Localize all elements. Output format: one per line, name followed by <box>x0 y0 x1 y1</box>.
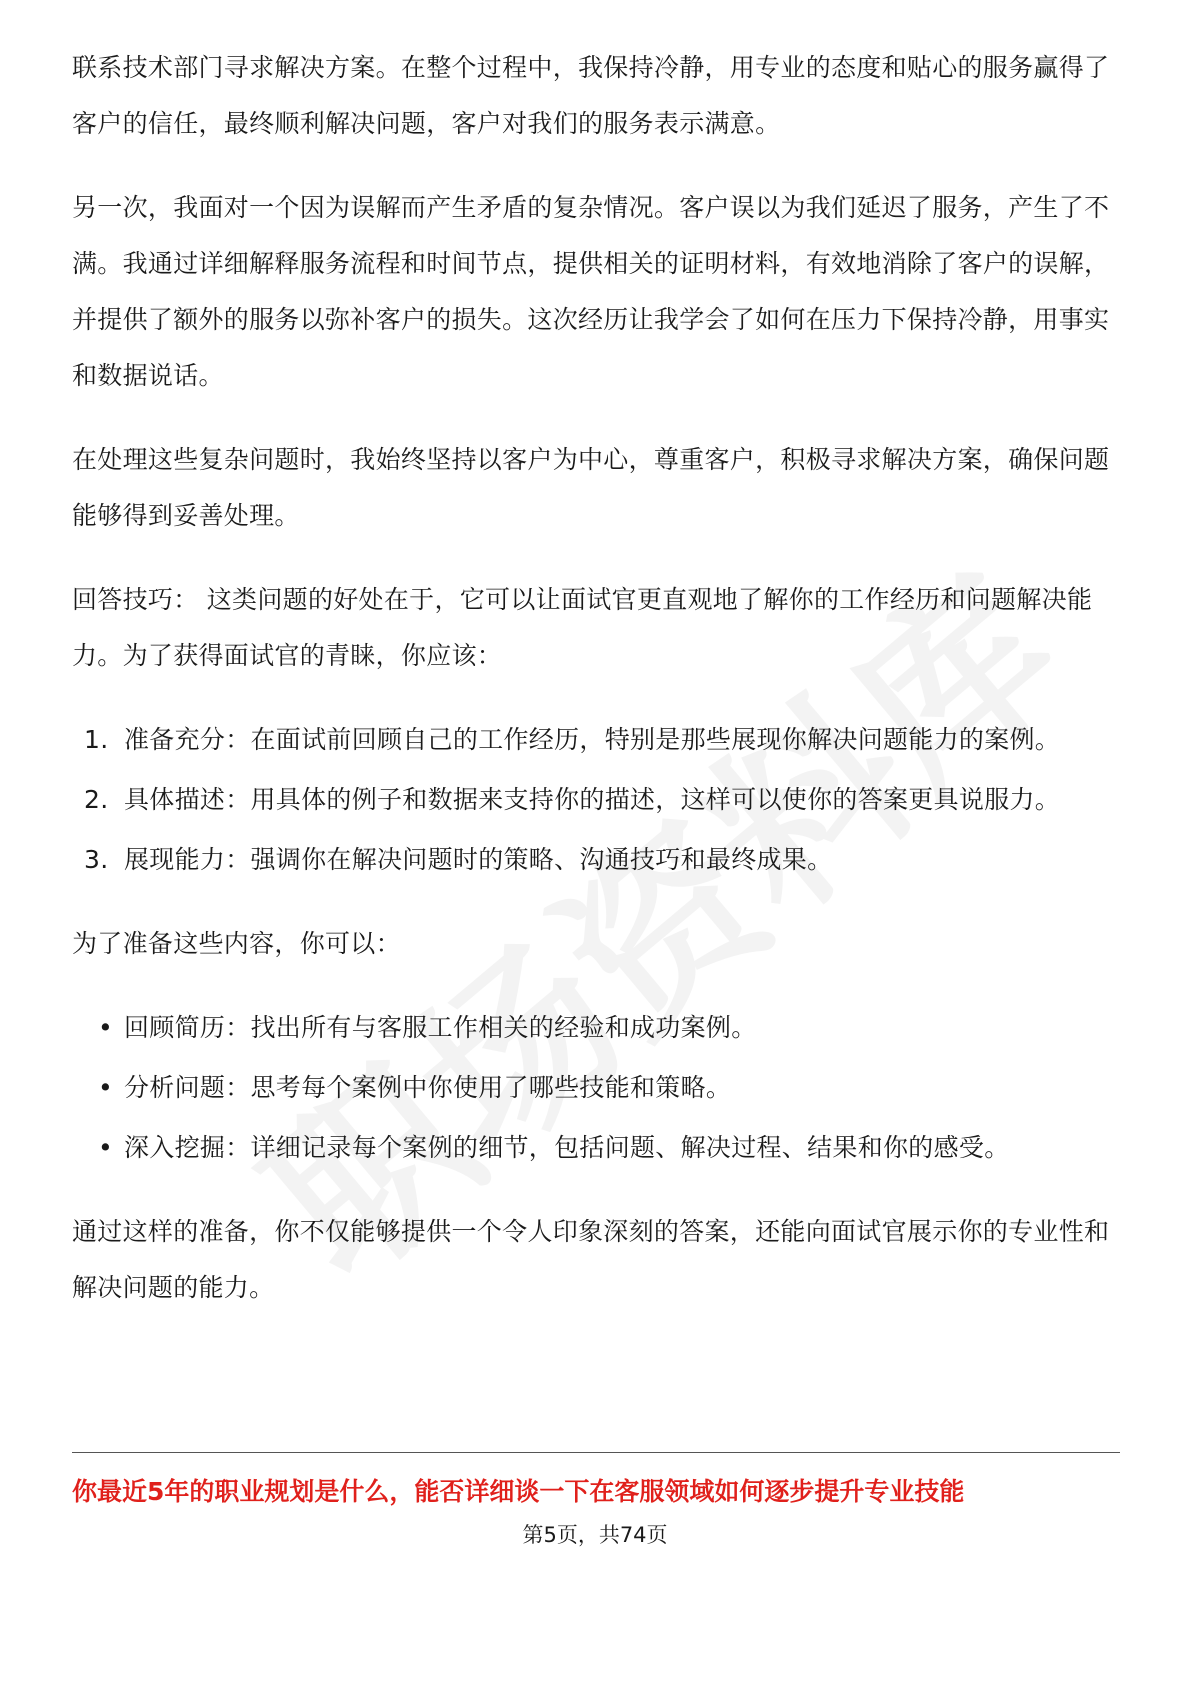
list-number: 3. <box>84 845 109 874</box>
bullet-icon: • <box>98 1073 114 1102</box>
list-item <box>72 772 1120 828</box>
next-question-link[interactable]: 你最近5年的职业规划是什么，能否详细谈一下在客服领域如何逐步提升专业技能 <box>72 1477 965 1506</box>
bullet-icon: • <box>98 1133 114 1162</box>
bullet-icon: • <box>98 1013 114 1042</box>
list-item <box>72 712 1120 768</box>
list-item-text: 分析问题：思考每个案例中你使用了哪些技能和策略。 <box>124 1073 732 1102</box>
list-item-text: 回顾简历：找出所有与客服工作相关的经验和成功案例。 <box>124 1013 757 1042</box>
paragraph-3: 在处理这些复杂问题时，我始终坚持以客户为中心，尊重客户，积极寻求解决方案，确保问题能够得到妥善处理。 <box>72 445 1110 530</box>
list-item <box>72 1000 1120 1056</box>
bullet-list <box>72 1000 1120 1176</box>
page-number: 第5页，共74页 <box>522 1523 668 1547</box>
paragraph-1: 联系技术部门寻求解决方案。在整个过程中，我保持冷静，用专业的态度和贴心的服务赢得了客户的信任，最终顺利解决问题，客户对我们的服务表示满意。 <box>72 53 1110 138</box>
preparation-intro: 为了准备这些内容，你可以： <box>72 929 401 958</box>
conclusion-paragraph: 通过这样的准备，你不仅能够提供一个令人印象深刻的答案，还能向面试官展示你的专业性和解决问题的能力。 <box>72 1217 1110 1302</box>
document-body <box>72 40 1120 1316</box>
list-item <box>72 1120 1120 1176</box>
list-number: 2. <box>84 785 109 814</box>
list-item-text: 准备充分：在面试前回顾自己的工作经历，特别是那些展现你解决问题能力的案例。 <box>124 725 1061 754</box>
list-item-text: 展现能力：强调你在解决问题时的策略、沟通技巧和最终成果。 <box>124 845 833 874</box>
numbered-list <box>72 712 1120 888</box>
list-item <box>72 832 1120 888</box>
list-item-text: 深入挖掘：详细记录每个案例的细节，包括问题、解决过程、结果和你的感受。 <box>124 1133 1010 1162</box>
list-item <box>72 1060 1120 1116</box>
answer-tips: 回答技巧： 这类问题的好处在于，它可以让面试官更直观地了解你的工作经历和问题解决能力。为了获得面试官的青睐，你应该： <box>72 585 1093 670</box>
list-item-text: 具体描述：用具体的例子和数据来支持你的描述，这样可以使你的答案更具说服力。 <box>124 785 1061 814</box>
list-number: 1. <box>84 725 109 754</box>
paragraph-2: 另一次，我面对一个因为误解而产生矛盾的复杂情况。客户误以为我们延迟了服务，产生了不满。我通过详细解释服务流程和时间节点，提供相关的证明材料，有效地消除了客户的误解，并提供了额外的服务以弥补客户的损失。这次经历让我学会了如何在压力下保持冷静，用事实和数据说话。 <box>72 193 1110 390</box>
footer-divider <box>72 1452 1120 1453</box>
